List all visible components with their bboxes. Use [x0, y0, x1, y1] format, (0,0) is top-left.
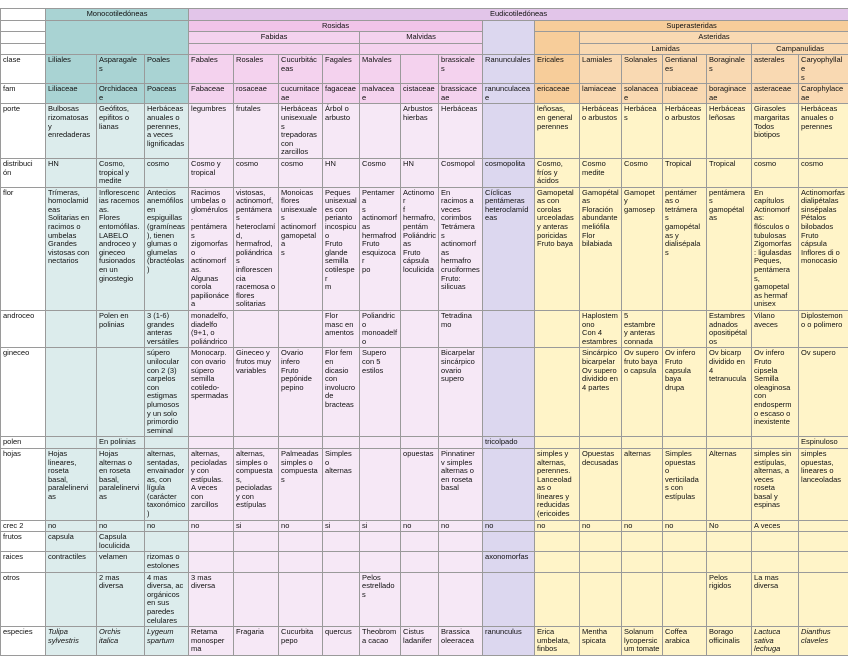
table-cell — [535, 311, 580, 348]
row-label: flor — [1, 187, 46, 310]
table-cell: Peques unisexual es con perianto incospicu o Fruto glande semilla cotilesper m — [323, 187, 360, 310]
table-cell — [234, 532, 279, 552]
table-cell: Hojas alternas o en roseta basal, paralelinervi as — [97, 448, 145, 520]
table-cell: Fagales — [323, 55, 360, 84]
table-cell: Ov supero fruto baya o capsula — [622, 348, 663, 437]
table-cell: Capsula loculicida — [97, 532, 145, 552]
table-cell — [622, 437, 663, 449]
table-cell: Fabales — [189, 55, 234, 84]
table-cell: Boraginale s — [707, 55, 752, 84]
table-cell: Liliales — [46, 55, 97, 84]
table-cell — [323, 437, 360, 449]
table-cell — [46, 572, 97, 627]
table-cell: HN — [323, 158, 360, 187]
table-cell — [483, 532, 535, 552]
table-cell — [483, 104, 535, 159]
table-cell: Haplostem ono Con 4 estambres — [580, 311, 622, 348]
table-cell: brassicale s — [439, 55, 483, 84]
table-cell — [535, 552, 580, 572]
table-cell: No — [707, 520, 752, 532]
table-cell — [752, 552, 799, 572]
table-cell: Geófitos, epifitos o lianas — [97, 104, 145, 159]
table-cell — [46, 311, 97, 348]
table-cell: ranunculacea e — [483, 84, 535, 104]
table-cell — [401, 552, 439, 572]
row-label: hojas — [1, 448, 46, 520]
table-cell: no — [46, 520, 97, 532]
table-cell — [279, 437, 323, 449]
table-cell: Fragaria — [234, 627, 279, 656]
row-label: raices — [1, 552, 46, 572]
group-asterids: Asteridas — [580, 32, 848, 44]
table-cell: Poliandric o monoadelf o — [360, 311, 401, 348]
table-cell: simples opuestas, lineares o lanceoladas — [799, 448, 848, 520]
table-cell: opuestas — [401, 448, 439, 520]
table-cell: Pinnatiner v simples alternas o en roseta basal — [439, 448, 483, 520]
row-label: crec 2 — [1, 520, 46, 532]
row-label: frutos — [1, 532, 46, 552]
row-label: gineceo — [1, 348, 46, 437]
table-cell: no — [189, 520, 234, 532]
table-cell: En capítulos Actinomorf as: flósculos o tubulosas Zigomorfas : ligulasdas Peques, pentámera s, gamopetal as hermaf unisex — [752, 187, 799, 310]
table-cell: rosaceae — [234, 84, 279, 104]
table-cell: Herbáceas anuales o perennes — [799, 104, 848, 159]
table-cell: brassicace ae — [439, 84, 483, 104]
table-cell: Ov bicarp dividido en 4 tetranucula — [707, 348, 752, 437]
table-cell — [663, 552, 707, 572]
table-cell — [752, 532, 799, 552]
table-row — [1, 348, 848, 437]
row-label: polen — [1, 437, 46, 449]
table-cell: si — [234, 520, 279, 532]
table-cell — [401, 348, 439, 437]
table-cell: Ovario infero Fruto pepónide pepino — [279, 348, 323, 437]
table-cell: Poaceas — [145, 84, 189, 104]
table-cell: no — [401, 520, 439, 532]
table-cell — [401, 311, 439, 348]
table-cell: simples sin estípulas, alternas, a veces roseta basal y espinas — [752, 448, 799, 520]
table-cell — [360, 437, 401, 449]
table-cell — [401, 572, 439, 627]
table-cell: Cosmo — [622, 158, 663, 187]
table-cell: Gamopet y gamosep — [622, 187, 663, 310]
table-cell: rubiaceae — [663, 84, 707, 104]
table-cell: alternas, simples o compuesta s, pecioladas y con estípulas — [234, 448, 279, 520]
table-cell — [799, 572, 848, 627]
table-cell: monadelfo, diadelfo (9+1, o poliándrico — [189, 311, 234, 348]
table-cell: Monocarp. con ovario súpero semilla cotiledo- spermadas — [189, 348, 234, 437]
group-fabids: Fabidas — [189, 32, 360, 44]
table-cell: lamiaceae — [580, 84, 622, 104]
table-cell — [279, 532, 323, 552]
table-row — [1, 448, 848, 520]
table-cell — [663, 572, 707, 627]
table-cell: Arbustos hierbas — [401, 104, 439, 159]
table-cell — [707, 437, 752, 449]
table-cell — [189, 552, 234, 572]
table-cell: Tulipa sylvestris — [46, 627, 97, 656]
table-cell — [752, 437, 799, 449]
table-row — [1, 187, 848, 310]
table-cell: legumbres — [189, 104, 234, 159]
table-cell — [189, 437, 234, 449]
row-label: distribuci ón — [1, 158, 46, 187]
table-cell: A veces — [752, 520, 799, 532]
table-cell — [97, 348, 145, 437]
table-cell: cosmo — [752, 158, 799, 187]
table-cell: Lygeum spartum — [145, 627, 189, 656]
table-cell: Carophylace ae — [799, 84, 848, 104]
table-cell: Cosmo y tropical — [189, 158, 234, 187]
table-cell: solanacea e — [622, 84, 663, 104]
table-cell: Lactuca sativa lechuga — [752, 627, 799, 656]
table-cell: Orchidacea e — [97, 84, 145, 104]
table-cell: alternas, pecioladas y con estípulas. A veces con zarcillos — [189, 448, 234, 520]
table-cell: En racimos a veces corimbos Tetrámera s actinomorf as hermafro cruciformes Fruto: silicuas — [439, 187, 483, 310]
table-cell: Simples o alternas — [323, 448, 360, 520]
table-cell: ericaceae — [535, 84, 580, 104]
table-cell: Fabaceae — [189, 84, 234, 104]
table-cell: cosmo — [799, 158, 848, 187]
table-row — [1, 55, 848, 84]
table-cell: Dianthus claveles — [799, 627, 848, 656]
table-cell: Gamopetal as con corolas urceoladas y anteras poricidas Fruto baya — [535, 187, 580, 310]
table-cell — [483, 572, 535, 627]
table-cell — [323, 552, 360, 572]
table-cell — [46, 437, 97, 449]
table-cell: Supero con 5 estilos — [360, 348, 401, 437]
table-cell — [535, 532, 580, 552]
header-row-2 — [1, 20, 848, 32]
table-row — [1, 520, 848, 532]
table-cell: contractiles — [46, 552, 97, 572]
table-cell — [663, 311, 707, 348]
table-cell — [580, 437, 622, 449]
table-cell: Lamiales — [580, 55, 622, 84]
table-cell: no — [535, 520, 580, 532]
group-malvids: Malvidas — [360, 32, 483, 44]
table-cell: cosmo — [234, 158, 279, 187]
table-cell — [799, 532, 848, 552]
table-row — [1, 552, 848, 572]
table-cell: Palmeadas simples o compuesta s — [279, 448, 323, 520]
table-cell: Theobrom a cacao — [360, 627, 401, 656]
table-cell: Flor fem en dicasio con involucro de bracteas — [323, 348, 360, 437]
table-cell: Opuestas decusadas — [580, 448, 622, 520]
table-cell: Actinomorfas dialipétalas sinsépalas Pétalos bilobados Fruto cápsula Inflores di o monocasio — [799, 187, 848, 310]
table-cell: Árbol o arbusto — [323, 104, 360, 159]
table-cell: Ov infero Fruto cipsela Semilla oleaginosa con endosperm o escaso o inexistente — [752, 348, 799, 437]
row-label: especies — [1, 627, 46, 656]
table-cell: Poales — [145, 55, 189, 84]
table-cell: rizomas o estolones — [145, 552, 189, 572]
table-cell: Malvales — [360, 55, 401, 84]
table-cell: capsula — [46, 532, 97, 552]
table-cell: Simples opuestas o verticilada s con estípulas — [663, 448, 707, 520]
group-monocots: Monocotiledóneas — [46, 9, 189, 21]
table-cell: Ericales — [535, 55, 580, 84]
table-cell: pentámera s gamopétal as — [707, 187, 752, 310]
table-cell — [663, 532, 707, 552]
table-cell: Antecios anemófilos en espiguillas (gramíneas ), tienen glumas o glumelas (bractéolas ) — [145, 187, 189, 310]
table-cell: Monoicas flores unisexuales actinomorf gamopetala s — [279, 187, 323, 310]
table-cell — [46, 348, 97, 437]
table-cell: súpero unilocular con 2 (3) carpelos con estigmas plumosos y un solo primordio seminal — [145, 348, 189, 437]
table-cell: Orchis italica — [97, 627, 145, 656]
table-cell — [323, 532, 360, 552]
table-cell: Borago officinalis — [707, 627, 752, 656]
table-cell: Trímeras, homoclamid eas Solitarias en racimos o umbelas Grandes vistosas con nectarios — [46, 187, 97, 310]
table-cell: cistaceae — [401, 84, 439, 104]
table-cell: fagaceae — [323, 84, 360, 104]
table-cell: Cosmo, tropical y medite — [97, 158, 145, 187]
table-cell: Tropical — [707, 158, 752, 187]
table-cell — [401, 437, 439, 449]
table-cell: axonomorfas — [483, 552, 535, 572]
table-cell: no — [279, 520, 323, 532]
table-row — [1, 627, 848, 656]
table-cell: no — [97, 520, 145, 532]
table-cell: Polen en polinias — [97, 311, 145, 348]
table-row — [1, 104, 848, 159]
table-cell: Cosmopol — [439, 158, 483, 187]
table-cell — [439, 532, 483, 552]
table-cell: Herbáceas unisexuales trepadoras con zarcillos — [279, 104, 323, 159]
table-cell: HN — [401, 158, 439, 187]
table-row — [1, 532, 848, 552]
table-cell — [439, 552, 483, 572]
table-cell: Cosmo — [360, 158, 401, 187]
table-cell: Pelos rigidos — [707, 572, 752, 627]
table-cell — [535, 572, 580, 627]
table-cell: Gamopétal as Floración abundante meliófila Flor bilabiada — [580, 187, 622, 310]
table-cell: alternas, sentadas, envainador as, con lígula (carácter taxonómico ) — [145, 448, 189, 520]
table-cell: Alternas — [707, 448, 752, 520]
table-cell: no — [580, 520, 622, 532]
table-cell: Erica umbelata, finbos — [535, 627, 580, 656]
table-cell — [401, 532, 439, 552]
table-cell — [663, 437, 707, 449]
group-lamiids: Lamidas — [580, 43, 752, 55]
table-cell — [145, 437, 189, 449]
table-cell: no — [622, 520, 663, 532]
table-cell: malvaceae — [360, 84, 401, 104]
table-cell — [234, 437, 279, 449]
table-cell: Flor masc en amentos — [323, 311, 360, 348]
table-cell: Cosmo, fríos y ácidos — [535, 158, 580, 187]
table-cell: velamen — [97, 552, 145, 572]
table-cell: Herbácea s — [622, 104, 663, 159]
table-cell: Caryophyllale s — [799, 55, 848, 84]
table-cell — [401, 55, 439, 84]
table-cell: Herbáceas o arbustos — [580, 104, 622, 159]
table-cell: Solanales — [622, 55, 663, 84]
table-cell: asterales — [752, 55, 799, 84]
table-cell: 5 estambre y anteras connada — [622, 311, 663, 348]
table-cell — [799, 520, 848, 532]
table-cell: boraginace ae — [707, 84, 752, 104]
table-cell: Asparagale s — [97, 55, 145, 84]
row-label: fam — [1, 84, 46, 104]
table-cell: Sincárpico bicarpelar Ov supero dividido en 4 partes — [580, 348, 622, 437]
table-cell — [323, 572, 360, 627]
table-cell — [234, 572, 279, 627]
table-cell: HN — [46, 158, 97, 187]
table-cell: Estambres adnados opositipétal os — [707, 311, 752, 348]
table-row — [1, 158, 848, 187]
table-cell — [580, 552, 622, 572]
table-cell — [483, 448, 535, 520]
table-cell: Gineceo y frutos muy variables — [234, 348, 279, 437]
table-cell — [279, 552, 323, 572]
table-cell: no — [145, 520, 189, 532]
table-cell: cosmo — [145, 158, 189, 187]
table-cell: Retama monosper ma — [189, 627, 234, 656]
row-label: clase — [1, 55, 46, 84]
table-cell: vistosas, actinomorf, pentámera s heteroclamí d, hermafrod, poliándrica s inflorescen cia racemosa o flores solitarias — [234, 187, 279, 310]
table-cell: si — [360, 520, 401, 532]
group-rosids: Rosidas — [189, 20, 483, 32]
table-cell: Girasoles margaritas Todos biotipos — [752, 104, 799, 159]
table-cell: Bicarpelar sincárpico ovario supero — [439, 348, 483, 437]
table-cell: Cucurbita pepo — [279, 627, 323, 656]
table-cell: simples y alternas, perennes. Lanceolad as o lineares y reducidas (ericoides — [535, 448, 580, 520]
table-cell: Cucurbitác eas — [279, 55, 323, 84]
table-cell — [707, 532, 752, 552]
table-cell: Gentianal es — [663, 55, 707, 84]
table-cell: Cistus ladanifer — [401, 627, 439, 656]
table-cell — [279, 572, 323, 627]
table-cell: cosmopolita — [483, 158, 535, 187]
table-cell — [439, 437, 483, 449]
table-cell — [535, 348, 580, 437]
table-cell: Mentha spicata — [580, 627, 622, 656]
group-campanulids: Campanulidas — [752, 43, 848, 55]
table-cell — [622, 572, 663, 627]
table-cell: pentámer as o tetrámera s gamopétal as y dialisépala s — [663, 187, 707, 310]
table-cell: ranunculus — [483, 627, 535, 656]
table-cell: Tropical — [663, 158, 707, 187]
table-cell: Ranunculales — [483, 55, 535, 84]
table-cell — [360, 532, 401, 552]
classification-table — [0, 8, 848, 656]
table-cell: Coffea arabica — [663, 627, 707, 656]
table-cell — [580, 572, 622, 627]
table-cell: 3 mas diversa — [189, 572, 234, 627]
table-cell: alternas — [622, 448, 663, 520]
table-cell: Rosales — [234, 55, 279, 84]
table-cell: Ov supero — [799, 348, 848, 437]
table-cell: Tetradina mo — [439, 311, 483, 348]
table-cell: Brassica oleeracea — [439, 627, 483, 656]
row-label: androceo — [1, 311, 46, 348]
table-cell: no — [439, 520, 483, 532]
table-cell: no — [663, 520, 707, 532]
table-cell — [279, 311, 323, 348]
table-cell — [535, 437, 580, 449]
table-cell — [360, 104, 401, 159]
table-cell — [145, 532, 189, 552]
table-cell: Diplostemon o o polimero — [799, 311, 848, 348]
table-cell — [360, 552, 401, 572]
table-cell: La mas diversa — [752, 572, 799, 627]
table-cell — [360, 448, 401, 520]
table-cell: Cosmo medite — [580, 158, 622, 187]
table-cell: no — [483, 520, 535, 532]
table-cell: Herbáceas o arbustos — [663, 104, 707, 159]
table-cell: Racimos umbelas o glomérulos . pentámera s zigomorfas o actinomorf as. Algunas corola papilionáce a — [189, 187, 234, 310]
table-cell: cucurnitace ae — [279, 84, 323, 104]
table-cell — [622, 532, 663, 552]
table-cell: Cíclicas pentámeras heteroclamíd eas — [483, 187, 535, 310]
table-cell: 3 (1-6) grandes anteras versátiles — [145, 311, 189, 348]
table-cell: Pelos estrellados — [360, 572, 401, 627]
table-cell: Inflorescenc ias racemosas. Flores entomófilas. LABELO androceo y gineceo fusionados en un ginostegio — [97, 187, 145, 310]
group-eudicots: Eudicotiledóneas — [189, 9, 848, 21]
table-cell: tricolpado — [483, 437, 535, 449]
table-cell: Solanum lycopersic um tomate — [622, 627, 663, 656]
table-cell — [483, 311, 535, 348]
table-cell: Bulbosas rizomatosas y enredaderas — [46, 104, 97, 159]
table-cell: Espinuloso — [799, 437, 848, 449]
table-row — [1, 437, 848, 449]
table-cell: Herbáceas — [439, 104, 483, 159]
table-cell: frutales — [234, 104, 279, 159]
table-cell: Pentamera s actinomorf as hermafrod Fruto esquizocar po — [360, 187, 401, 310]
table-cell — [234, 552, 279, 572]
table-cell — [799, 552, 848, 572]
table-row — [1, 311, 848, 348]
table-cell: Herbáceas leñosas — [707, 104, 752, 159]
table-cell — [439, 572, 483, 627]
row-label: otros — [1, 572, 46, 627]
table-row — [1, 572, 848, 627]
header-row-1 — [1, 9, 848, 21]
table-cell: cosmo — [279, 158, 323, 187]
table-cell: Vilano aveces — [752, 311, 799, 348]
table-cell: leñosas, en general perennes — [535, 104, 580, 159]
group-superasterids: Superasteridas — [535, 20, 848, 32]
table-cell: 4 mas diversa, ac orgánicos en sus paredes celulares — [145, 572, 189, 627]
corner-cell — [1, 9, 46, 21]
table-cell — [707, 552, 752, 572]
table-cell: si — [323, 520, 360, 532]
table-cell: asteraceae — [752, 84, 799, 104]
row-label: porte — [1, 104, 46, 159]
table-cell: quercus — [323, 627, 360, 656]
table-row — [1, 84, 848, 104]
table-cell — [189, 532, 234, 552]
table-cell: Liliaceae — [46, 84, 97, 104]
table-cell — [580, 532, 622, 552]
table-cell: En polinias — [97, 437, 145, 449]
table-cell: Actinomor f hermafro, pentám Poliándric as Fruto cápsula loculicida — [401, 187, 439, 310]
table-cell — [622, 552, 663, 572]
table-cell: Herbáceas anuales o perennes, a veces lignificadas — [145, 104, 189, 159]
table-cell — [234, 311, 279, 348]
table-cell: Hojas lineares, roseta basal, paralelinervi as — [46, 448, 97, 520]
table-cell: Ov infero Fruto capsula baya drupa — [663, 348, 707, 437]
table-cell: 2 mas diversa — [97, 572, 145, 627]
table-cell — [483, 348, 535, 437]
